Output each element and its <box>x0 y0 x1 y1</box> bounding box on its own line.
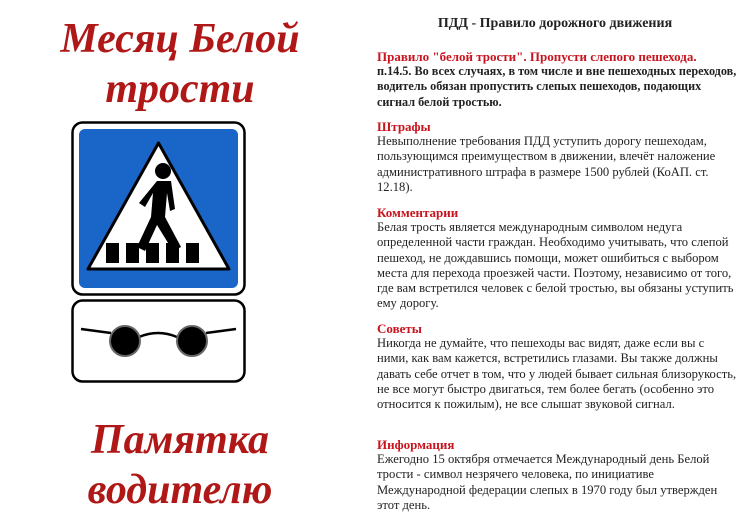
pedestrian-crossing-icon <box>71 121 246 296</box>
section-heading: Комментарии <box>377 205 459 220</box>
brochure-title-line-2: трости <box>105 66 255 112</box>
brochure-title <box>0 14 360 114</box>
section-body: Никогда не думайте, что пешеходы вас видят, даже если вы с ними, как вам кажется, встретились глазами. Вы также должны давать себе отчет в том, что у людей бывает сильная близорукость, не все могут быстро двигаться, тем более бегать (особенно это относится к пожилым), не все слышат звуковой сигнал. <box>377 336 737 412</box>
section-body: Невыполнение требования ПДД уступить дорогу пешеходам, пользующимся преимуществом в движении, влечёт наложение административного штрафа в размере 1500 рублей (КоАП. ст. 12.18). <box>377 134 716 194</box>
brochure-title-line-1: Месяц Белой <box>60 16 300 62</box>
section-heading: Советы <box>377 321 422 336</box>
brochure-subtitle-line-2: водителю <box>87 467 273 513</box>
section-fines <box>377 119 737 195</box>
section-body: п.14.5. Во всех случаях, в том числе и вне пешеходных переходов, водитель обязан пропустить слепых пешеходов, подающих сигнал белой тростью. <box>377 64 737 109</box>
section-body: Белая трость является международным символом недуга определенной части граждан. Необходимо учитывать, что слепой пешеход, не дождавшись помощи, может ошибиться с выбором места для перехода проезжей части. Поэтому, независимо от того, где вам встретился человек с белой тростью, вы обязаны уступить ему дорогу. <box>377 220 734 311</box>
rules-title: ПДД - Правило дорожного движения <box>437 16 673 31</box>
section-heading: Правило "белой трости". Пропусти слепого пешехода. <box>377 49 697 64</box>
brochure-subtitle-line-1: Памятка <box>91 417 269 463</box>
brochure-subtitle <box>0 415 360 515</box>
section-information <box>377 437 737 513</box>
dark-glasses-icon <box>71 299 246 383</box>
section-advice <box>377 321 737 412</box>
section-heading: Информация <box>377 437 455 452</box>
section-white-cane-rule <box>377 49 737 110</box>
right-panel <box>365 0 745 528</box>
left-panel <box>0 0 360 528</box>
section-body: Ежегодно 15 октября отмечается Международный день Белой трости - символ незрячего человека, по инициативе Международной федерации слепых в 1970 году был утвержден этот день. <box>377 452 718 512</box>
section-heading: Штрафы <box>377 119 431 134</box>
section-comments <box>377 205 737 311</box>
